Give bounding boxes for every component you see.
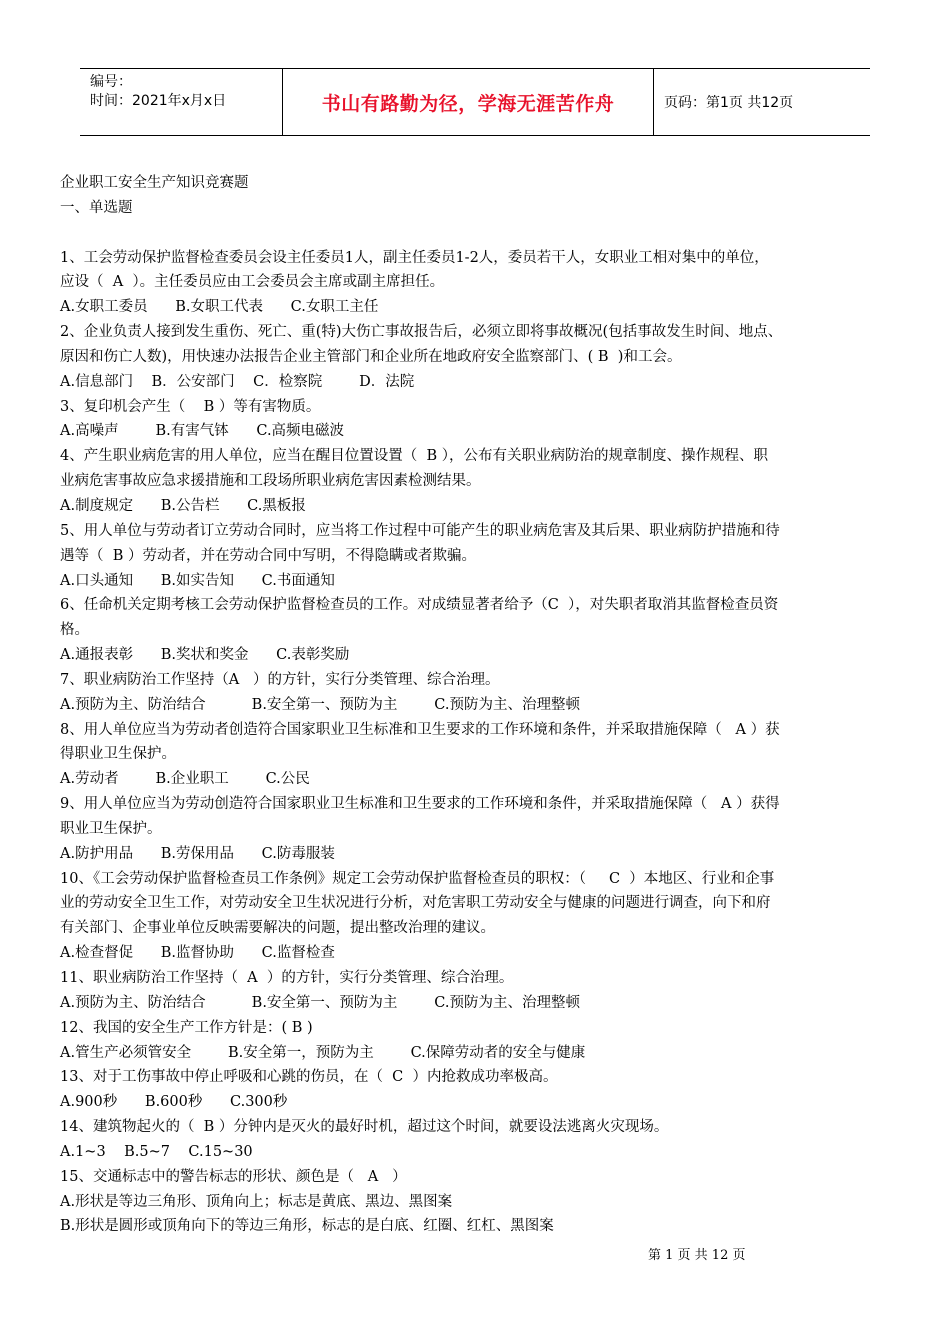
text-line: A.管生产必须管安全 B.安全第一，预防为主 C.保障劳动者的安全与健康 [60, 1044, 586, 1061]
number-label: 编号： [90, 74, 132, 90]
text-line: 应设（ A ）。主任委员应由工会委员会主席或副主席担任。 [60, 274, 445, 291]
question-list [60, 246, 896, 1240]
text-line: 原因和伤亡人数)，用快速办法报告企业主管部门和企业所在地政府安全监察部门、( B )和工会。 [60, 348, 682, 365]
spacer [60, 221, 896, 246]
text-line: 8、用人单位应当为劳动者创造符合国家职业卫生标准和卫生要求的工作环境和条件，并采取措施保障（ A ）获 [60, 721, 780, 738]
date-label: 时间：2021年x月x日 [90, 93, 227, 109]
text-line: A.预防为主、防治结合 B.安全第一、预防为主 C.预防为主、治理整顿 [60, 696, 580, 713]
text-line: A.预防为主、防治结合 B.安全第一、预防为主 C.预防为主、治理整顿 [60, 994, 580, 1011]
text-line: A.通报表彰 B.奖状和奖金 C.表彰奖励 [60, 647, 350, 664]
text-line: 6、任命机关定期考核工会劳动保护监督检查员的工作。对成绩显著者给予（C ），对失职者取消其监督检查员资 [60, 597, 779, 614]
text-line: 3、复印机会产生（ B ）等有害物质。 [60, 398, 321, 415]
text-line: 有关部门、企事业单位反映需要解决的问题，提出整改治理的建议。 [60, 920, 495, 937]
text-line: 业的劳动安全卫生工作，对劳动安全卫生状况进行分析，对危害职工劳动安全与健康的问题进行调查，向下和府 [60, 895, 771, 912]
text-line: 10、《工会劳动保护监督检查员工作条例》规定工会劳动保护监督检查员的职权：（ C ）本地区、行业和企事 [60, 870, 775, 887]
text-line: 1、工会劳动保护监督检查委员会设主任委员1人，副主任委员1-2人，委员若干人，女职业工相对集中的单位， [60, 249, 769, 266]
text-line: 得职业卫生保护。 [60, 746, 176, 763]
text-line: B.形状是圆形或顶角向下的等边三角形，标志的是白底、红圈、红杠、黑图案 [60, 1218, 554, 1235]
text-line: A.检查督促 B.监督协助 C.监督检查 [60, 945, 335, 962]
text-line: 职业卫生保护。 [60, 820, 162, 837]
text-line: 格。 [60, 622, 89, 639]
text-line: 业病危害事故应急求援措施和工段场所职业病危害因素检测结果。 [60, 473, 481, 490]
section-heading: 一、单选题 [60, 199, 133, 216]
text-line: 遇等（ B ）劳动者，并在劳动合同中写明，不得隐瞒或者欺骗。 [60, 547, 476, 564]
text-line: A.高噪声 B.有害气钵 C.高频电磁波 [60, 423, 345, 440]
text-line: A.形状是等边三角形、顶角向上；标志是黄底、黑边、黑图案 [60, 1193, 453, 1210]
text-line: 2、企业负责人接到发生重伤、死亡、重(特)大伤亡事故报告后，必须立即将事故概况(包括事故发生时间、地点、 [60, 324, 783, 341]
text-line: 11、职业病防治工作坚持（ A ）的方针，实行分类管理、综合治理。 [60, 970, 514, 986]
text-line: 13、对于工伤事故中停止呼吸和心跳的伤员，在（ C ）内抢救成功率极高。 [60, 1069, 558, 1086]
text-line: 9、用人单位应当为劳动创造符合国家职业卫生标准和卫生要求的工作环境和条件，并采取措施保障（ A ）获得 [60, 796, 780, 813]
page-header [80, 68, 870, 136]
document-title: 企业职工安全生产知识竞赛题 [60, 175, 249, 191]
header-info [80, 69, 282, 135]
document-body [60, 171, 896, 1239]
motto: 书山有路勤为径，学海无涯苦作舟 [282, 69, 654, 135]
page-footer: 第 1 页 共 12 页 [648, 1248, 746, 1263]
text-line: 7、职业病防治工作坚持（A ）的方针，实行分类管理、综合治理。 [60, 671, 500, 688]
text-line: A.信息部门 B．公安部门 C．检察院 D．法院 [60, 373, 415, 390]
text-line: A.900秒 B.600秒 C.300秒 [60, 1094, 288, 1111]
text-line: A.女职工委员 B.女职工代表 C.女职工主任 [60, 299, 379, 316]
text-line: 15、交通标志中的警告标志的形状、颜色是（ A ） [60, 1168, 407, 1185]
text-line: A.口头通知 B.如实告知 C.书面通知 [60, 572, 335, 589]
text-line: 5、用人单位与劳动者订立劳动合同时，应当将工作过程中可能产生的职业病危害及其后果、职业病防护措施和待 [60, 522, 780, 539]
text-line: A.防护用品 B.劳保用品 C.防毒服装 [60, 845, 335, 862]
text-line: 12、我国的安全生产工作方针是：( B ) [60, 1019, 313, 1036]
page-info: 页码：第1页 共12页 [664, 95, 794, 111]
text-line: 14、建筑物起火的（ B ）分钟内是灭火的最好时机，超过这个时间，就要设法逃离火灾现场。 [60, 1119, 669, 1136]
text-line: A.劳动者 B.企业职工 C.公民 [60, 771, 310, 788]
text-line: A.1~3 B.5~7 C.15~30 [60, 1143, 253, 1160]
text-line: A.制度规定 B.公告栏 C.黑板报 [60, 497, 306, 514]
text-line: 4、产生职业病危害的用人单位，应当在醒目位置设置（ B ），公布有关职业病防治的规章制度、操作规程、职 [60, 448, 768, 465]
